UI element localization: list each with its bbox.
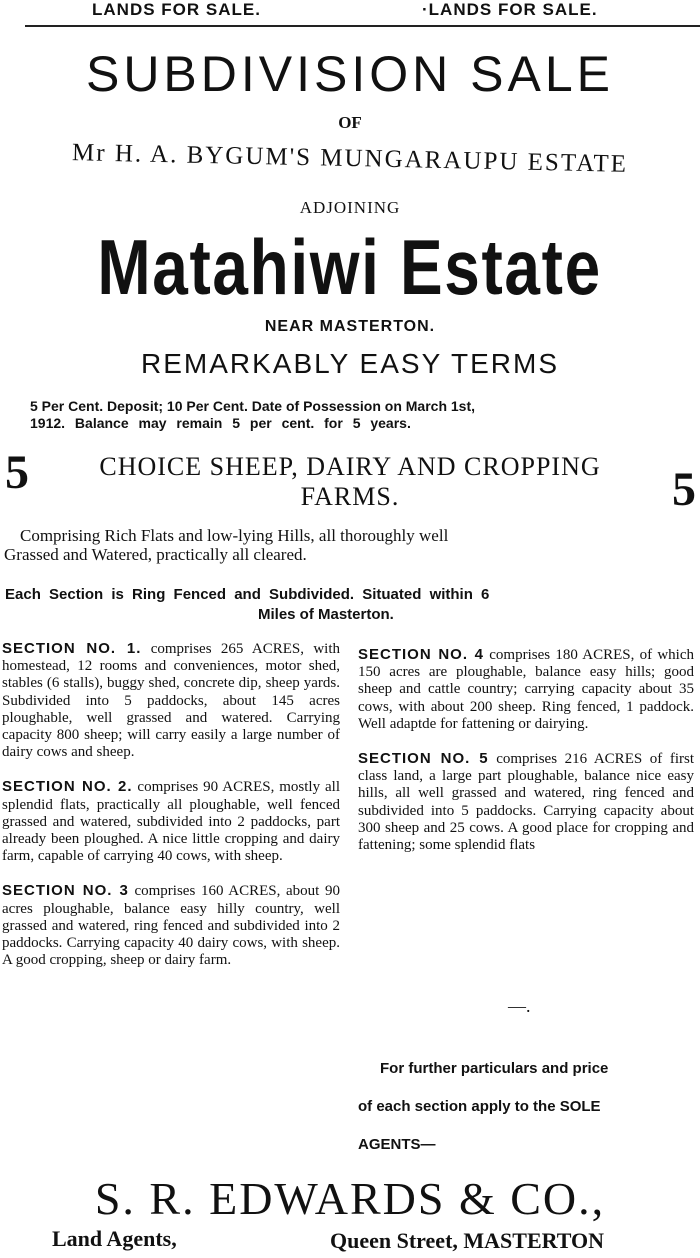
section-2-text: comprises 90 ACRES, mostly all splendid flats, practically all ploughable, well fenced grassed and watered, subdivided into 2 paddocks, part already been ploughed. A nice little cropping and dairy farm, capable of carrying 40 cows, with sheep. bbox=[2, 779, 340, 865]
section-1-text: comprises 265 ACRES, with homestead, 12 rooms and conveniences, motor shed, stables (6 stalls), buggy shed, concrete dip, sheep yards. Subdivided into 5 paddocks, about 145 acres ploughable, well grassed and watered. Carrying capacity 800 sheep; will carry easily a large number of dairy cows and sheep. bbox=[2, 641, 340, 761]
terms-line-1: 5 Per Cent. Deposit; 10 Per Cent. Date of Possession on March 1st, bbox=[30, 398, 476, 414]
section-divider: —. bbox=[508, 996, 531, 1016]
farms-line-2: FARMS. bbox=[300, 482, 400, 511]
further-line-3: AGENTS— bbox=[358, 1136, 436, 1153]
section-3 bbox=[2, 882, 340, 969]
header-label-left: LANDS FOR SALE. bbox=[92, 0, 261, 19]
terms-line-2: 1912. Balance may remain 5 per cent. for 5 years. bbox=[30, 415, 411, 431]
estate-name: Matahiwi Estate bbox=[97, 223, 603, 311]
section-1-heading: SECTION NO. 1. bbox=[2, 640, 142, 657]
section-1 bbox=[2, 640, 340, 761]
agent-name: S. R. EDWARDS & CO., bbox=[94, 1173, 606, 1224]
location: NEAR MASTERTON. bbox=[264, 318, 436, 335]
farm-count-right: 5 bbox=[672, 463, 696, 516]
section-3-heading: SECTION NO. 3 bbox=[2, 882, 129, 900]
section-2-heading: SECTION NO. 2. bbox=[2, 778, 133, 796]
section-5 bbox=[358, 750, 694, 854]
further-line-2: of each section apply to the SOLE bbox=[358, 1098, 601, 1115]
header-rule bbox=[25, 25, 700, 27]
fencing-line-1: Each Section is Ring Fenced and Subdivided. Situated within 6 bbox=[5, 586, 490, 603]
agent-role: Land Agents, bbox=[52, 1226, 177, 1251]
owner-estate: Mr H. A. BYGUM'S MUNGARAUPU ESTATE bbox=[71, 139, 629, 178]
section-3-text: comprises 160 ACRES, about 90 acres ploughable, balance easy hilly country, well grassed and watered, ring fenced and subdivided into 2 paddocks. Carrying capacity 40 dairy cows, with sheep. A good cropping, sheep or dairy farm. bbox=[2, 883, 340, 969]
section-4-heading: SECTION NO. 4 bbox=[358, 646, 485, 663]
agent-address: Queen Street, MASTERTON bbox=[330, 1228, 605, 1253]
fencing-line-2: Miles of Masterton. bbox=[258, 606, 394, 623]
column-left bbox=[2, 640, 340, 986]
section-4-text: comprises 180 ACRES, of which 150 acres are ploughable, balance easy hills; good sheep and cattle country; carrying capacity about 35 cows, with about 200 sheep. Ring fenced, 1 paddock. Well adaptde for fattening or dairying. bbox=[358, 647, 694, 732]
sale-title: SUBDIVISION SALE bbox=[85, 46, 615, 102]
description-line-1: Comprising Rich Flats and low-lying Hills, all thoroughly well bbox=[20, 526, 449, 545]
title-adjoining: ADJOINING bbox=[299, 198, 401, 217]
farms-line-1: CHOICE SHEEP, DAIRY AND CROPPING bbox=[99, 452, 601, 481]
further-line-1: For further particulars and price bbox=[380, 1060, 609, 1077]
section-5-text: comprises 216 ACRES of first class land, a large part ploughable, balance nice easy hills, all well grassed and watered, ring fenced and subdivided into 5 paddocks. Carrying capacity about 300 sheep and 25 cows. A good place for cropping and fattening; some splendid flats bbox=[358, 751, 694, 854]
header-label-right: ·LANDS FOR SALE. bbox=[422, 0, 598, 19]
section-4 bbox=[358, 646, 694, 733]
estate-name-wrap bbox=[0, 222, 700, 322]
section-2 bbox=[2, 778, 340, 865]
section-5-heading: SECTION NO. 5 bbox=[358, 750, 489, 768]
column-right bbox=[358, 646, 694, 871]
farm-count-left: 5 bbox=[5, 446, 29, 499]
description-line-2: Grassed and Watered, practically all cleared. bbox=[4, 545, 307, 564]
terms-heading: REMARKABLY EASY TERMS bbox=[140, 348, 560, 379]
title-of: OF bbox=[338, 113, 362, 132]
further-particulars bbox=[358, 1050, 696, 1164]
